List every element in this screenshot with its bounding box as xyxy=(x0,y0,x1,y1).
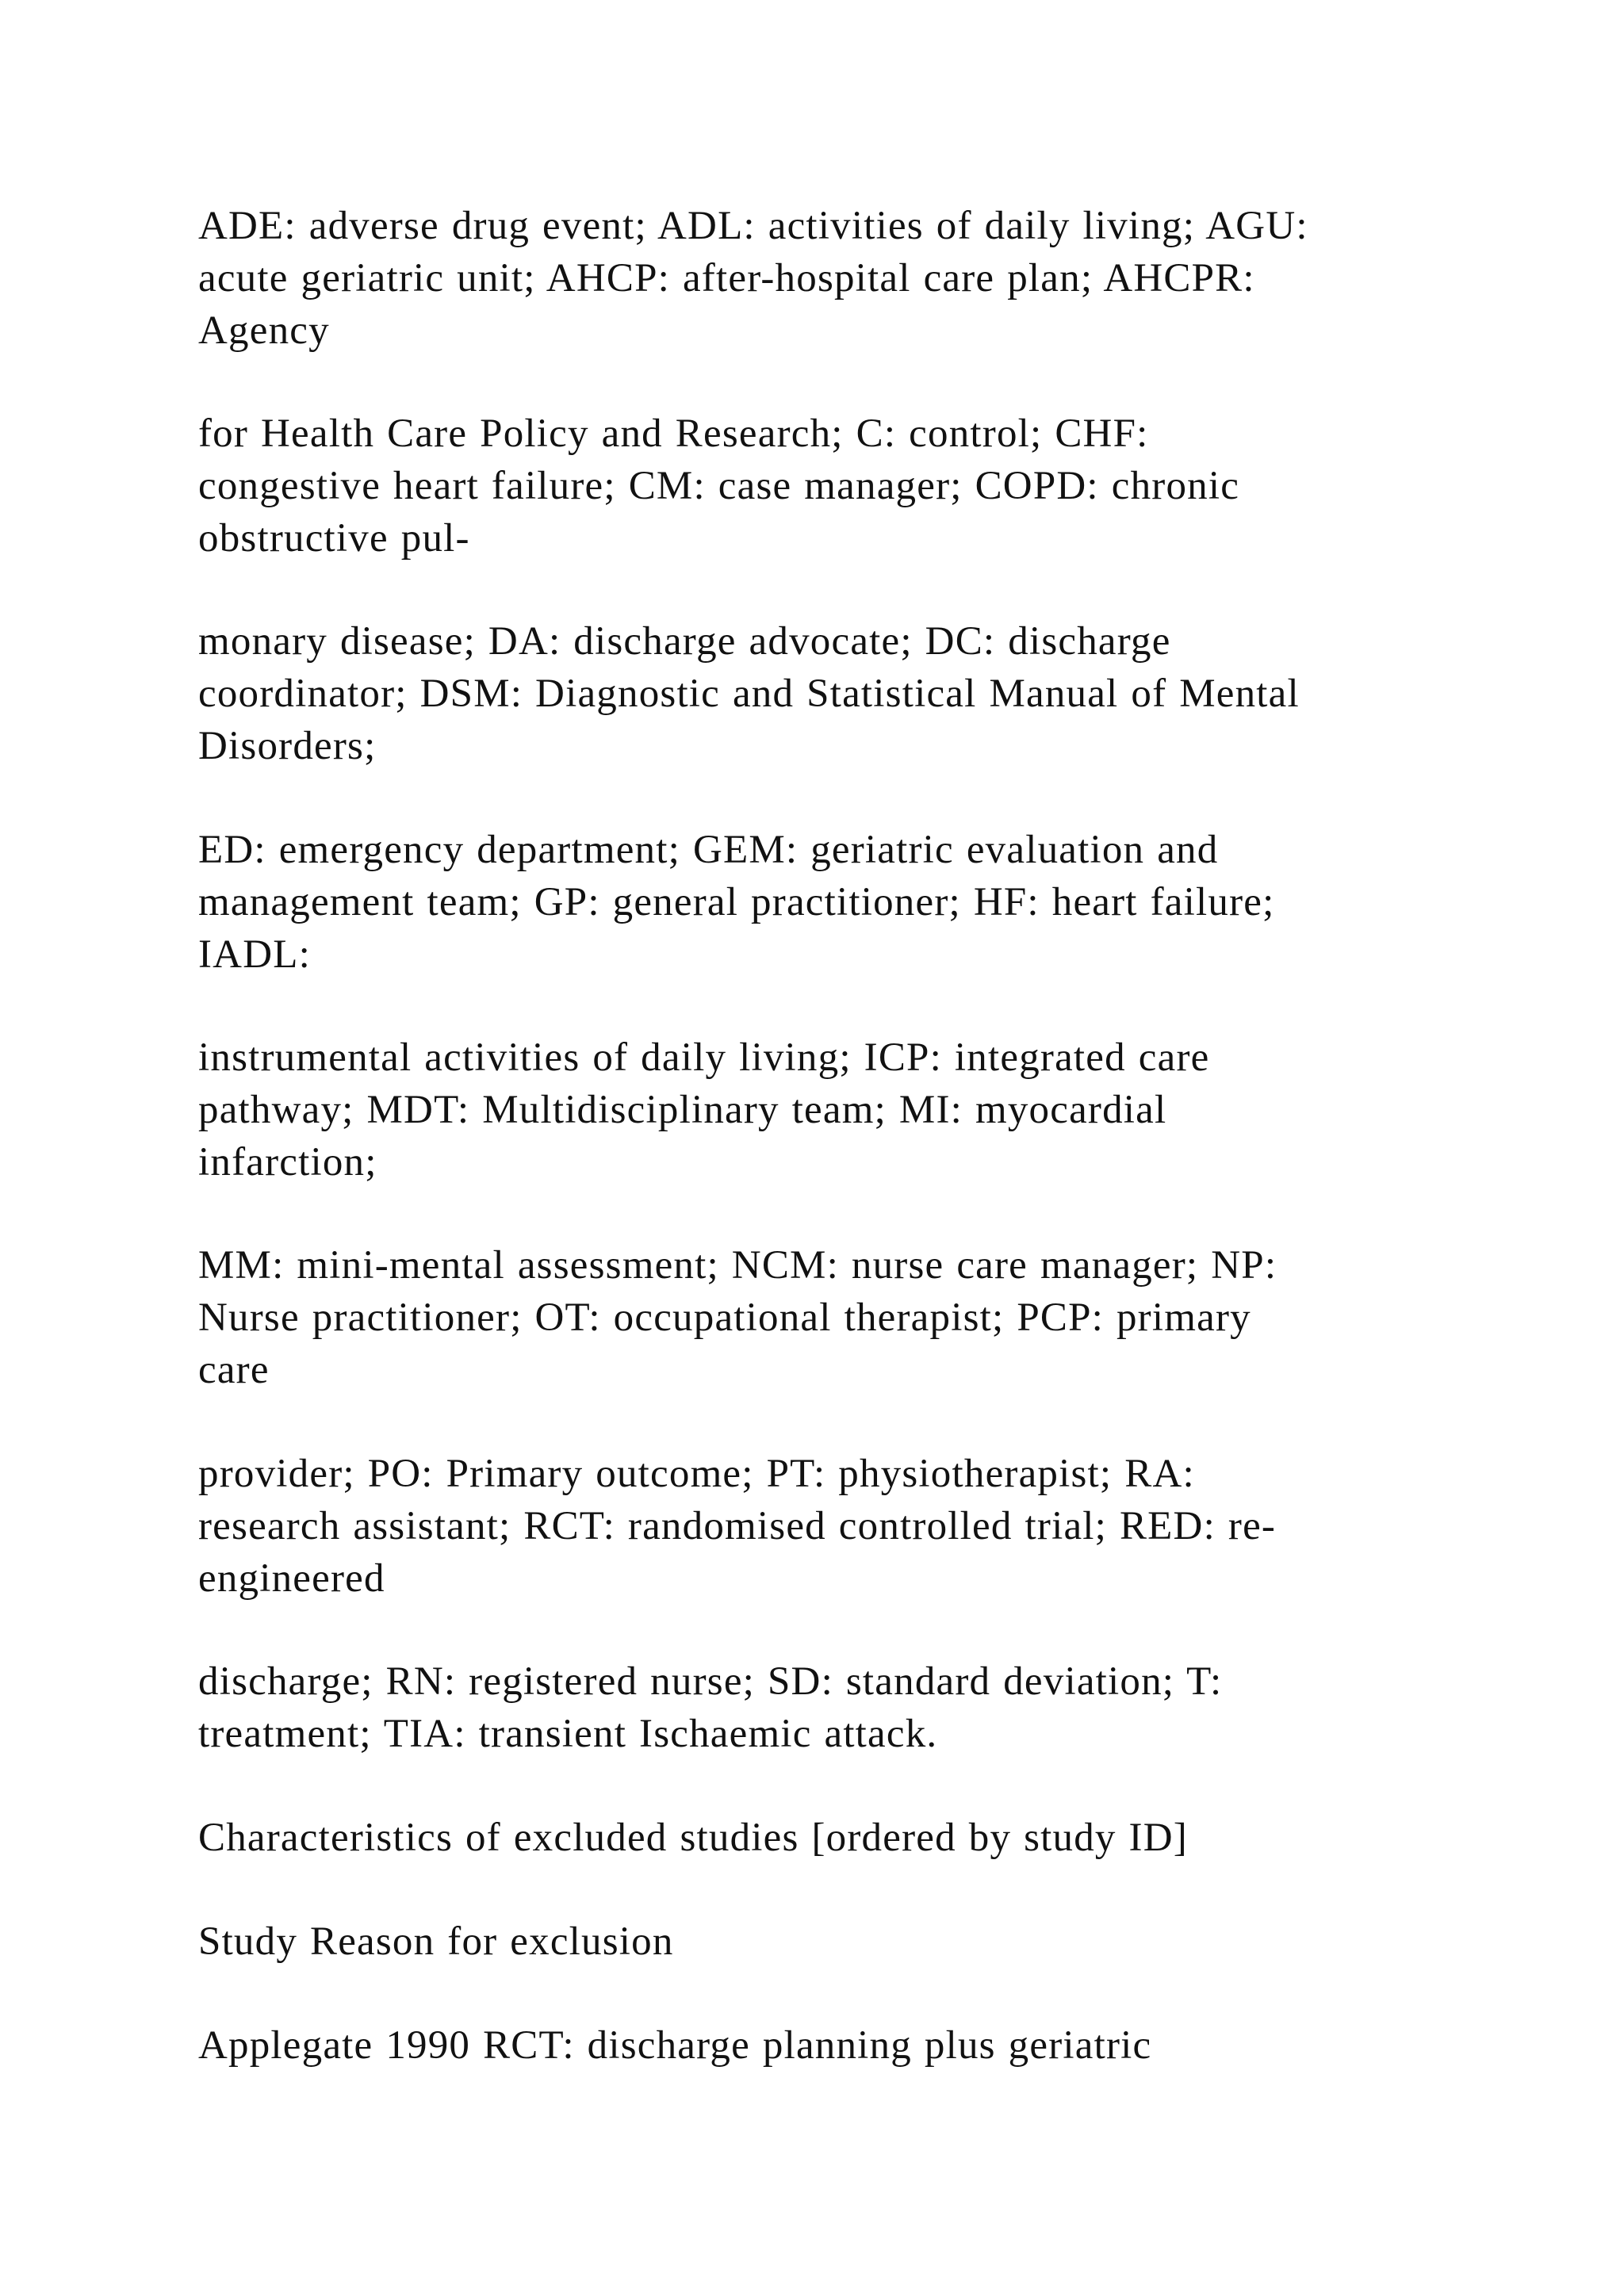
text-line: discharge; RN: registered nurse; SD: standard deviation; T: xyxy=(198,1659,1223,1704)
text-line: coordinator; DSM: Diagnostic and Statistical Manual of Mental xyxy=(198,672,1300,716)
table-header-row xyxy=(198,1915,1499,1968)
text-line: care xyxy=(198,1348,270,1392)
abbreviations-paragraph-8 xyxy=(198,1655,1499,1760)
text-line: Disorders; xyxy=(198,724,377,768)
abbreviations-paragraph-2 xyxy=(198,408,1499,564)
text-line: obstructive pul- xyxy=(198,516,470,561)
abbreviations-paragraph-4 xyxy=(198,824,1499,981)
text-line: for Health Care Policy and Research; C: control; CHF: xyxy=(198,411,1149,456)
text-line: Applegate 1990 RCT: discharge planning plus geriatric xyxy=(198,2023,1152,2068)
text-line: Characteristics of excluded studies [ordered by study ID] xyxy=(198,1816,1188,1860)
text-line: ED: emergency department; GEM: geriatric evaluation and xyxy=(198,828,1219,872)
text-line: acute geriatric unit; AHCP: after-hospital care plan; AHCPR: xyxy=(198,256,1255,300)
abbreviations-paragraph-1 xyxy=(198,200,1499,357)
abbreviations-paragraph-3 xyxy=(198,615,1499,772)
abbreviations-paragraph-7 xyxy=(198,1448,1499,1605)
section-heading xyxy=(198,1812,1499,1864)
text-line: monary disease; DA: discharge advocate; DC: discharge xyxy=(198,619,1171,664)
text-line: instrumental activities of daily living; ICP: integrated care xyxy=(198,1035,1210,1080)
abbreviations-paragraph-5 xyxy=(198,1031,1499,1188)
text-line: provider; PO: Primary outcome; PT: physiotherapist; RA: xyxy=(198,1452,1195,1496)
table-row xyxy=(198,2019,1499,2072)
text-line: management team; GP: general practitioner; HF: heart failure; xyxy=(198,880,1275,924)
text-line: engineered xyxy=(198,1556,385,1601)
text-line: treatment; TIA: transient Ischaemic attack. xyxy=(198,1712,938,1756)
text-line: pathway; MDT: Multidisciplinary team; MI: myocardial xyxy=(198,1088,1167,1132)
text-line: MM: mini-mental assessment; NCM: nurse care manager; NP: xyxy=(198,1243,1277,1288)
text-line: Nurse practitioner; OT: occupational therapist; PCP: primary xyxy=(198,1295,1251,1340)
abbreviations-paragraph-6 xyxy=(198,1239,1499,1396)
text-line: research assistant; RCT: randomised controlled trial; RED: re- xyxy=(198,1504,1277,1548)
text-line: IADL: xyxy=(198,932,311,977)
text-line: ADE: adverse drug event; ADL: activities of daily living; AGU: xyxy=(198,204,1308,248)
text-line: Study Reason for exclusion xyxy=(198,1919,674,1964)
text-line: infarction; xyxy=(198,1140,377,1184)
text-line: Agency xyxy=(198,308,330,353)
text-line: congestive heart failure; CM: case manager; COPD: chronic xyxy=(198,464,1240,508)
